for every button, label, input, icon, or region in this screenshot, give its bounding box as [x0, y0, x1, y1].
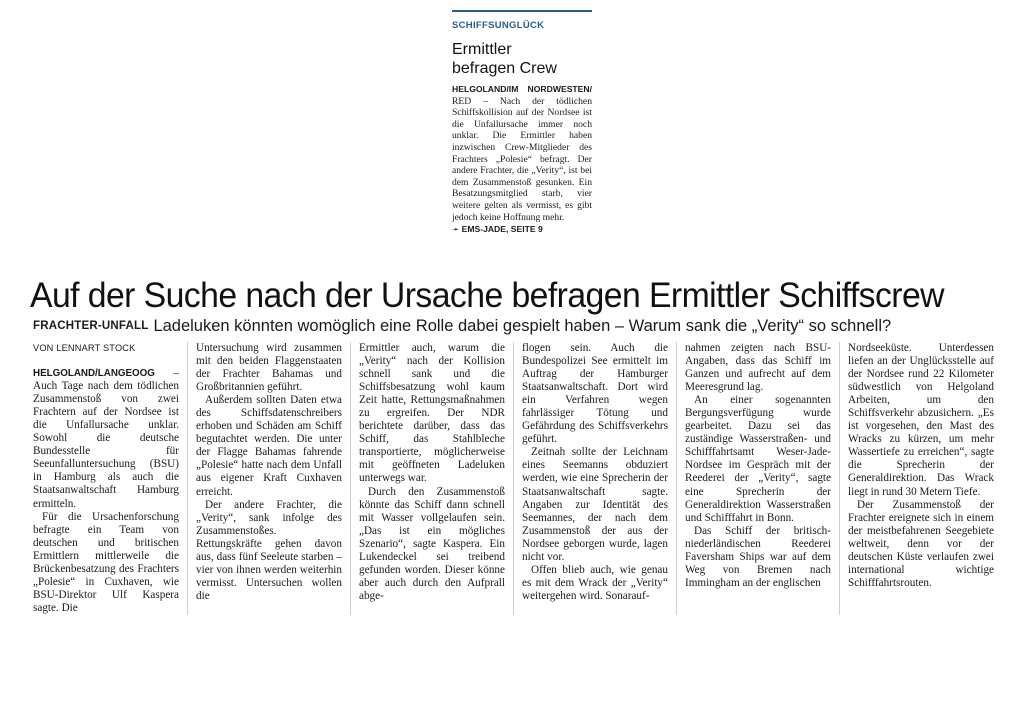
paragraph: Durch den Zusammenstoß könnte das Schiff dann schnell mit Wasser vollgelaufen sein. „Das ist ein mögliches Szenario“, sagte Kaspera. Ein Lukendeckel sei treibend gefunden worden. Dieser könne aber auch durch den Aufprall abge- [359, 485, 505, 602]
article-column-6 [839, 342, 1002, 615]
teaser-body [452, 84, 592, 223]
paragraph: Für die Ursachenforschung befragte ein Team von deutschen und britischen Ermittlern mittlerweile die Brückenbesatzung des Frachters „Polesie“ in Cuxhaven, wie BSU-Direktor Ulf Kaspera sagte. Die [33, 510, 179, 614]
paragraph: nahmen zeigten nach BSU-Angaben, dass das Schiff im Ganzen und aufrecht auf dem Meeresgrund lag. [685, 342, 831, 394]
article-dateline: HELGOLAND/LANGEOOG [33, 368, 155, 380]
teaser-page-reference: ➛ EMS-JADE, SEITE 9 [452, 224, 543, 235]
paragraph: Nordseeküste. Unterdessen liefen an der Unglücksstelle auf der Nordsee rund 22 Kilometer südwestlich von Helgoland Arbeiten, um den Schiffsverkehr abzusichern. „Es ist vorgesehen, den Mast des Wracks zu kürzen, um mehr Wassertiefe zu erreichen“, sagte die Sprecherin der Generaldirektion. Das Wrack liegt in rund 30 Metern Tiefe. [848, 342, 994, 498]
author-byline: VON LENNART STOCK [33, 343, 136, 353]
article-column-2 [187, 342, 350, 615]
paragraph: Das Schiff der britisch-niederländischen Reederei Faversham Ships war auf dem Weg von Bremen nach Immingham an der englischen [685, 524, 831, 589]
teaser-headline-line1: Ermittler [452, 41, 512, 58]
paragraph: Der andere Frachter, die „Verity“, sank infolge des Zusammenstoßes. Rettungskräfte gehen davon aus, dass fünf Seeleute starben – vier von ihnen werden weiterhin vermisst. Untersuchen wollen die [196, 498, 342, 602]
paragraph-text: – Auch Tage nach dem tödlichen Zusammenstoß von zwei Frachtern auf der Nordsee ist die Unfallursache unklar. Sowohl die deutsche Bundesstelle für Seeunfalluntersuchung (BSU) in Hamburg als auch die Staatsanwaltschaft Hamburg ermitteln. [33, 367, 179, 510]
article-column-4 [513, 342, 676, 615]
teaser-rule [452, 10, 592, 12]
teaser-kicker: SCHIFFSUNGLÜCK [452, 20, 545, 31]
teaser-headline-line2: befragen Crew [452, 60, 557, 77]
subline-text: Ladeluken könnten womöglich eine Rolle dabei gespielt haben – Warum sank die „Verity“ so schnell? [153, 317, 892, 335]
subline-tag: FRACHTER-UNFALL [33, 320, 149, 332]
article-column-3 [350, 342, 513, 615]
paragraph: Ermittler auch, warum die „Verity“ nach der Kollision schnell sank und die Schiffsbesatzung wohl kaum Zeit hatte, Rettungsmaßnahmen zu ergreifen. Der NDR berichtete darüber, dass das Schiff, das Stahlbleche transportierte, möglicherweise mit geöffneten Ladeluken unterwegs war. [359, 342, 505, 485]
paragraph: Offen blieb auch, wie genau es mit dem Wrack der „Verity“ weitergehen wird. Sonarauf- [522, 563, 668, 602]
article-column-1 [33, 342, 187, 615]
teaser-dateline: HELGOLAND/IM NORDWESTEN/ [452, 84, 592, 94]
article-columns [33, 342, 1002, 615]
teaser-headline [452, 40, 592, 78]
paragraph: Außerdem sollten Daten etwa des Schiffsdatenschreibers erhoben und Schäden am Schiff begutachtet werden. Die unter der Flagge Bahamas fahrende „Polesie“ hatte nach dem Unfall aus eigener Kraft Cuxhaven erreicht. [196, 394, 342, 498]
paragraph: Untersuchung wird zusammen mit den beiden Flaggenstaaten der Frachter Bahamas und Großbritannien geführt. [196, 342, 342, 394]
paragraph [33, 367, 179, 511]
paragraph: flogen sein. Auch die Bundespolizei See ermittelt im Auftrag der Hamburger Staatsanwaltschaft. Dort wird ein Verfahren wegen fahrlässiger Tötung und Gefährdung des Schiffsverkehrs geführt. [522, 342, 668, 446]
article-headline: Auf der Suche nach der Ursache befragen Ermittler Schiffscrew [30, 276, 944, 315]
paragraph: An einer sogenannten Bergungsverfügung wurde gearbeitet. Dazu sei das zuständige Wasserstraßen- und Schifffahrtsamt Weser-Jade-Nordsee im Gespräch mit der Reederei der „Verity“, sagte eine Sprecherin der Generaldirektion Wasserstraßen und Schifffahrt in Bonn. [685, 394, 831, 524]
teaser-box [452, 10, 592, 235]
paragraph: Zeitnah sollte der Leichnam eines Seemanns obduziert werden, wie eine Sprecherin der Staatsanwaltschaft sagte. Angaben zur Identität des Seemannes, der nach dem Zusammenstoß der aus der Nordsee geborgen wurde, lagen nicht vor. [522, 446, 668, 563]
paragraph: Der Zusammenstoß der Frachter ereignete sich in einem der meistbefahrenen Seegebiete weltweit, denn vor der deutschen Küste verlaufen zwei international wichtige Schifffahrtsrouten. [848, 498, 994, 589]
teaser-text: RED – Nach der tödlichen Schiffskollision auf der Nordsee ist die Unfallursache immer noch unklar. Die Ermittler haben inzwischen Crew-Mitglieder des Frachters „Polesie“ befragt. Der andere Frachter, die „Verity“, ist bei dem Zusammenstoß gesunken. Ein Besatzungsmitglied starb, vier weitere gelten als vermisst, es gibt jedoch keine Hoffnung mehr. [452, 95, 592, 223]
article-column-5 [676, 342, 839, 615]
article-subline [33, 316, 891, 336]
